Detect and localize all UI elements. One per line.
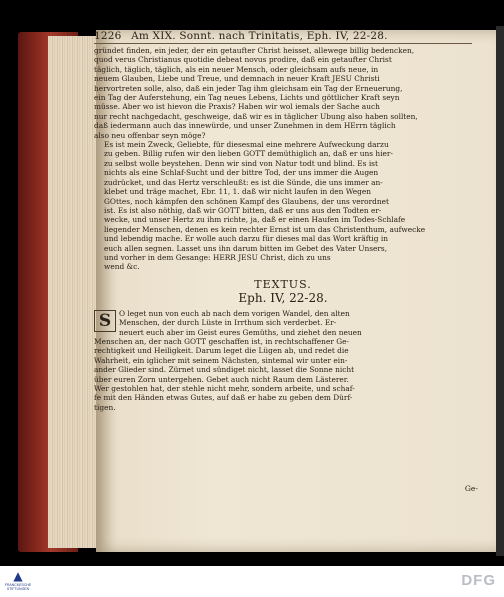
text-line: wend &c. (104, 262, 140, 272)
paragraph-1 (94, 46, 472, 140)
text-line: rechtigkeit und Heiligkeit. Darum leget die Lügen ab, und redet die (94, 346, 349, 356)
text-line: nichts als eine Schlaf-Sucht und der bittre Tod, der uns immer die Augen (104, 168, 379, 178)
sermon-body (94, 46, 472, 272)
text-line: Wer gestohlen hat, der stehle nicht mehr, sondern arbeite, und schaf- (94, 384, 355, 393)
scripture-reference: Eph. IV, 22-28. (238, 290, 328, 305)
library-emblem-icon: ▲ (13, 569, 23, 583)
textus-heading: TEXTUS. (254, 277, 312, 291)
running-title: Am XIX. Sonnt. nach Trinitatis, Eph. IV, 22-28. (131, 30, 388, 42)
catchword: Ge- (464, 484, 478, 493)
text-line: tigen. (94, 402, 116, 412)
text-line: neuert euch aber im Geist eures Gemüths, und ziehet den neuen (119, 327, 362, 337)
text-line: müsse. Aber wo ist hievon die Praxis? Haben wir wol iemals der Sache auch (94, 102, 380, 112)
page-right-edge (496, 26, 504, 556)
text-line: nur recht nachgedacht, geschweige, daß wir es in täglicher Ubung also haben sollten, (94, 111, 418, 121)
text-line: wecke, und unser Hertz zu ihm richte, ja, daß er einen Haufen im Todes-Schlafe (104, 215, 406, 225)
text-line: Es ist mein Zweck, Geliebte, für diesesmal eine mehrere Aufweckung darzu (104, 140, 389, 150)
page-number: 1226 (94, 30, 122, 42)
running-head (94, 30, 472, 44)
text-line: zu selbst wolle beystehen. Denn wir sind von Natur todt und blind. Es ist (104, 158, 378, 168)
text-line: zudrücket, und das Hertz verschleußt: es ist die Sünde, die uns immer an- (104, 177, 383, 187)
text-line: und lebendig mache. Er wolle auch darzu für dieses mal das Wort kräftig in (104, 234, 389, 244)
text-line: täglich, täglich, täglich, als ein neuer Mensch, oder gleichsam aufs neue, in (94, 64, 379, 74)
text-line: zu geben. Billig rufen wir den lieben GOTT demüthiglich an, daß er uns hier- (104, 149, 393, 159)
text-line: Menschen an, der nach GOTT geschaffen ist, in rechtschaffener Ge- (94, 336, 349, 346)
text-line: ist. Es ist also nöthig, daß wir GOTT bitten, daß er uns aus den Todten er- (104, 205, 382, 215)
drop-cap-initial: S (94, 310, 116, 332)
text-line: neuem Glauben, Liebe und Treue, und demnach in neuer Kraft JESU Christi (94, 74, 380, 84)
text-line: ander Glieder sind. Zürnet und sündiget nicht, lasset die Sonne nicht (94, 365, 355, 375)
text-line: fe mit den Händen etwas Gutes, auf daß er habe zu geben dem Dürf- (94, 393, 353, 403)
scripture-text (94, 309, 472, 412)
text-line: daß iedermann auch das innewürde, und unser Zunehmen in dem HErrn täglich (94, 121, 396, 131)
text-line: über euren Zorn untergehen. Gebet auch nicht Raum dem Lästerer. (94, 374, 349, 384)
library-logo[interactable] (4, 569, 32, 595)
dfg-logo[interactable]: DFG (461, 572, 496, 589)
text-line: GOttes, noch kämpfen den schönen Kampf des Glaubens, der uns verordnet (104, 196, 390, 206)
text-line: gründet finden, ein jeder, der ein getaufter Christ heisset, allewege billig bedencken, (94, 46, 415, 55)
viewer-footer (0, 566, 504, 597)
text-line: also neu offenbar seyn möge? (94, 130, 206, 140)
text-line: liegender Menschen, denen es kein rechter Ernst ist um das Christenthum, aufwecke (104, 224, 426, 234)
text-line: quod verus Christianus quotidie debeat novus prodire, daß ein getaufter Christ (94, 55, 392, 65)
library-logo-text: FRANCKESCHE STIFTUNGEN (4, 583, 32, 591)
text-line: Menschen, der durch Lüste in Irrthum sich verderbet. Er- (119, 318, 337, 328)
page-content (94, 30, 472, 412)
text-line: euch allen segnen. Lasset uns ihn darum bitten im Gebet des Vater Unsers, (104, 243, 388, 253)
text-line: hervortreten solle, also, daß ein jeder Tag ihm gleichsam ein Tag der Erneuerung, (94, 83, 403, 93)
text-line: klebet und träge machet, Ebr. 11, 1. daß wir nicht laufen in den Wegen (104, 187, 372, 197)
text-line: ein Tag der Auferstehung, ein Tag neues Lebens, Lichts und göttlicher Kraft seyn (94, 93, 400, 103)
paragraph-2 (94, 140, 472, 272)
text-line: Wahrheit, ein iglicher mit seinem Nächsten, sintemal wir unter ein- (94, 355, 348, 365)
text-line: O leget nun von euch ab nach dem vorigen Wandel, den alten (119, 308, 350, 318)
text-line: und vorher in dem Gesange: HERR JESU Christ, dich zu uns (104, 252, 331, 262)
